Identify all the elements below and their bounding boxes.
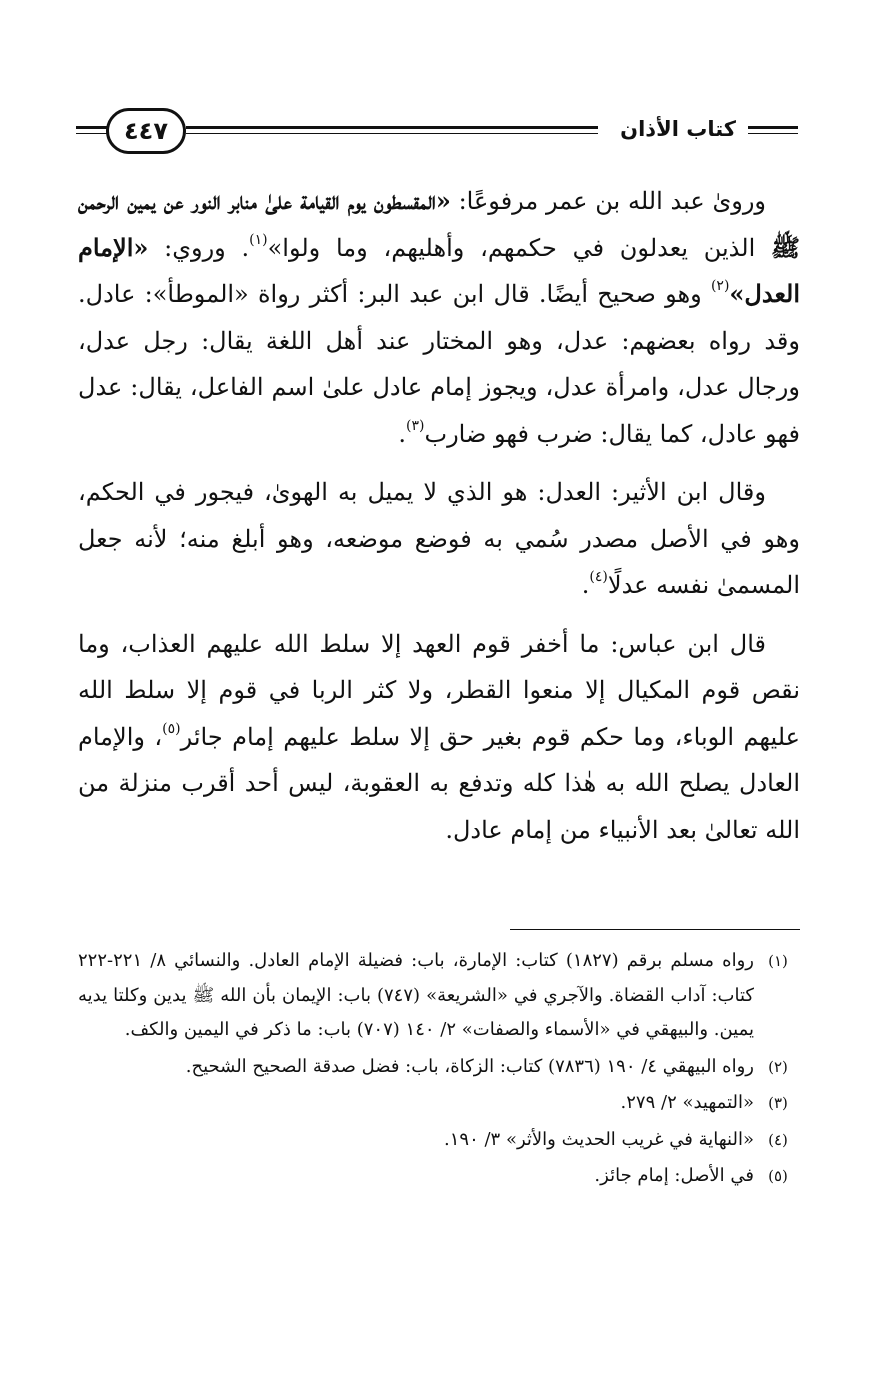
footnote-ref: (٥) (162, 720, 181, 737)
paragraph (78, 621, 800, 854)
footnote-number: (٢) (768, 1057, 788, 1076)
text-run: . (398, 419, 407, 448)
header-rule-right-thin (748, 133, 798, 134)
footnote-ref: (٣) (406, 417, 425, 434)
header-rule-left (76, 126, 108, 129)
text-run: وقال ابن الأثیر: العدل: هو الذي لا یمیل به الهوىٰ، فیجور في الحکم، وهو في الأصل مصدر سُمي به فوضع موضعه، وهو أبلغ منه؛ لأنه جعل المسمىٰ نفسه عدلًا (78, 478, 800, 599)
page-number: ٤٤٧ (106, 108, 186, 154)
footnote-number: (٥) (768, 1167, 788, 1185)
footnote-text: رواه البیهقي ٤/ ١٩٠ (٧٨٣٦) کتاب: الزکاة، باب: فضل صدقة الصحیح الشحیح. (185, 1055, 754, 1077)
footnote-separator (510, 929, 800, 930)
hadith-quote: «الإمام العدل» (78, 232, 800, 308)
header-rule-right (748, 126, 798, 129)
footnote (78, 1050, 800, 1085)
main-text (78, 178, 800, 865)
footnote-text: رواه مسلم برقم (١٨٢٧) کتاب: الإمارة، باب: فضیلة الإمام العادل. والنسائي ٨/ ٢٢١-٢٢٢ کتاب: آداب القضاة. والآجري في «الشریعة» (٧٤٧) باب: الإیمان بأن الله ﷺ یدین وکلتا یدیه یمین. والبیهقي في «الأسماء والصفات» ٢/ ١٤٠ (٧٠٧) باب: ما ذکر في الیمین والکف. (78, 950, 754, 1040)
text-run: . وروي: (148, 233, 250, 262)
running-header (76, 104, 798, 166)
footnote-number: (٤) (768, 1130, 788, 1149)
footnote-text: في الأصل: إمام جائز. (594, 1165, 754, 1186)
text-run: وهو صحیح أیضًا. قال ابن عبد البر: أکثر رواة «الموطأ»: عادل. وقد رواه بعضهم: عدل، وهو المختار عند أهل اللغة یقال: رجل عدل، ورجال عدل، وامرأة عدل، ویجوز إمام عادل علىٰ اسم الفاعل، یقال: عدل فهو عادل، کما یقال: ضرب فهو ضارب (78, 280, 800, 448)
footnote (78, 944, 800, 1048)
footnote-ref: (١) (249, 231, 268, 248)
footnote (78, 1123, 800, 1158)
footnotes (78, 944, 800, 1196)
text-run: . (581, 571, 590, 599)
footnote-text: «النهایة في غریب الحدیث والأثر» ٣/ ١٩٠. (444, 1128, 754, 1150)
footnote-number: (٣) (768, 1094, 788, 1112)
footnote (78, 1159, 800, 1194)
text-run: الذین یعدلون في حکمهم، وأهلیهم، وما ولوا» (267, 233, 771, 262)
footnote-text: «التمهید» ٢/ ٢٧٩. (620, 1092, 754, 1113)
header-rule-middle (186, 126, 598, 129)
text-run: ورویٰ عبد الله بن عمر مرفوعًا: (450, 187, 767, 215)
text-run: ، والإمام العادل یصلح الله به هٰذا کله وتدفع به العقوبة، لیس أحد أقرب منزلة من الله تعالىٰ بعد الأنبیاء من إمام عادل. (78, 722, 800, 844)
footnote (78, 1086, 800, 1121)
paragraph (78, 469, 800, 609)
footnote-ref: (٤) (589, 569, 608, 585)
chapter-title: كتاب الأذان (620, 117, 736, 141)
footnote-number: (١) (768, 952, 788, 970)
text-run: قال ابن عباس: ما أخفر قوم العهد إلا سلط الله علیهم العذاب، وما نقص قوم المکیال إلا منعوا القطر، ولا کثر الربا في قوم إلا سلط الله علیهم الوباء، وما حکم قوم بغیر حق إلا سلط علیهم إمام جائر (78, 629, 801, 751)
hadith-quote: «المقسطون یوم القیامة علىٰ منابر النور عن یمین الرحمن ﷺ (78, 186, 800, 262)
footnote-ref: (٢) (710, 278, 730, 294)
header-rule-left-thin (76, 133, 108, 134)
header-rule-middle-thin (186, 133, 598, 134)
paragraph (78, 178, 800, 457)
